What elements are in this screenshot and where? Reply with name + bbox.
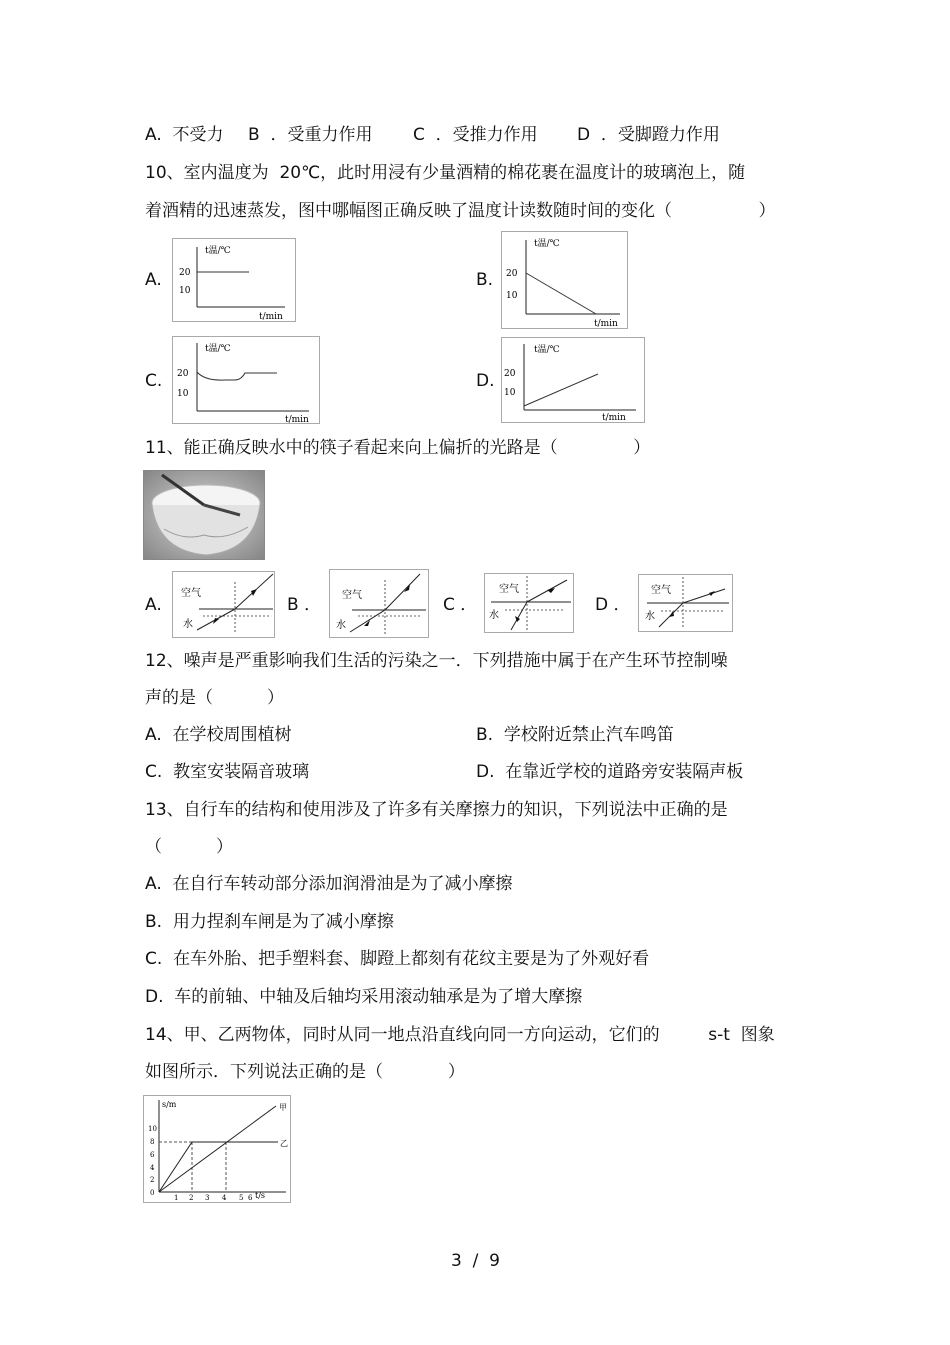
q13-stem-line1: 13、自行车的结构和使用涉及了许多有关摩擦力的知识，下列说法中正确的是 (145, 800, 728, 820)
q11-diagram-c (484, 573, 574, 633)
q10d-tick10: 10 (504, 388, 516, 398)
q11d-water: 水 (645, 611, 655, 622)
q14-xtick-2: 2 (189, 1194, 194, 1202)
q14-stem-line1: 14、甲、乙两物体，同时从同一地点沿直线向同一方向运动，它们的 s-t 图象 (145, 1025, 775, 1045)
q11c-water: 水 (489, 610, 499, 621)
q10b-curve (526, 273, 596, 314)
q12-option-c: C. 教室安装隔音玻璃 (145, 762, 310, 782)
q10c-xlabel: t/min (285, 415, 309, 423)
q9-option-a: A. 不受力 (145, 125, 224, 145)
q11a-air: 空气 (181, 588, 201, 599)
q10b-tick10: 10 (506, 291, 518, 301)
q11-diagram-d (638, 574, 733, 632)
page-number: 3 / 9 (451, 1251, 500, 1271)
q14-ylabel: s/m (162, 1100, 177, 1109)
q10-graph-d (501, 337, 645, 423)
q10d-xlabel: t/min (602, 413, 626, 422)
q14-st-graph (143, 1095, 291, 1203)
q13-stem-line2: （ ） (145, 837, 234, 857)
q12-option-a: A. 在学校周围植树 (145, 725, 292, 745)
q9-option-d: D ．受脚蹬力作用 (577, 125, 720, 145)
q11-diagram-a (172, 571, 275, 638)
q13-option-d: D. 车的前轴、中轴及后轴均采用滚动轴承是为了增大摩擦 (145, 987, 583, 1007)
q11b-water: 水 (336, 620, 346, 631)
q10-stem-line1: 10、室内温度为 20℃，此时用浸有少量酒精的棉花裹在温度计的玻璃泡上，随 (145, 163, 746, 183)
q10-graph-b (501, 231, 628, 329)
q13-option-c: C. 在车外胎、把手塑料套、脚蹬上都刻有花纹主要是为了外观好看 (145, 949, 650, 969)
q10a-ylabel: t温/℃ (205, 246, 231, 256)
q10-stem-line2: 着酒精的迅速蒸发，图中哪幅图正确反映了温度计读数随时间的变化（ ） (145, 201, 776, 221)
q10-option-a-label: A. (145, 270, 162, 290)
q14-ytick-2: 2 (150, 1176, 155, 1184)
q11-stem-line1: 11、能正确反映水中的筷子看起来向上偏折的光路是（ ） (145, 438, 651, 458)
q14-xtick-5: 5 (239, 1194, 244, 1202)
q14-label-jia: 甲 (279, 1103, 287, 1112)
q11d-air: 空气 (651, 585, 671, 596)
q10b-tick20: 20 (506, 269, 518, 279)
q10-option-d-label: D. (476, 371, 495, 391)
q11-option-b-label: B ． (287, 595, 322, 615)
q11-option-c-label: C ． (443, 595, 478, 615)
q11-option-a-label: A. (145, 595, 162, 615)
q12-option-d: D. 在靠近学校的道路旁安装隔声板 (476, 762, 744, 782)
q13-option-a: A. 在自行车转动部分添加润滑油是为了减小摩擦 (145, 874, 513, 894)
q11-option-d-label: D ． (595, 595, 631, 615)
q9-option-b: B ．受重力作用 (248, 125, 373, 145)
q14-ytick-8: 8 (150, 1138, 155, 1146)
q10a-xlabel: t/min (259, 312, 283, 321)
q10-graph-c (172, 336, 320, 424)
q10-graph-a (172, 238, 296, 322)
q14-xtick-6: 6 (248, 1194, 253, 1202)
q10b-xlabel: t/min (594, 319, 618, 328)
q14-ytick-4: 4 (150, 1164, 155, 1172)
q10-option-c-label: C. (145, 371, 163, 391)
q10d-curve (524, 374, 598, 406)
q14-line-yi-rise (159, 1142, 192, 1192)
q11a-water: 水 (183, 619, 193, 630)
q10c-tick20: 20 (177, 369, 189, 379)
q14-xlabel: t/s (255, 1191, 266, 1200)
q9-option-c: C ．受推力作用 (413, 125, 538, 145)
q10a-tick10: 10 (179, 286, 191, 296)
q10-option-b-label: B. (476, 270, 494, 290)
q14-xtick-4: 4 (222, 1194, 227, 1202)
q11c-air: 空气 (499, 584, 519, 595)
q10a-tick20: 20 (179, 268, 191, 278)
q14-ytick-6: 6 (150, 1151, 155, 1159)
q13-option-b: B. 用力捏刹车闸是为了减小摩擦 (145, 912, 394, 932)
q12-stem-line2: 声的是（ ） (145, 688, 285, 708)
q10b-ylabel: t温/℃ (534, 239, 560, 249)
q12-stem-line1: 12、噪声是严重影响我们生活的污染之一．下列措施中属于在产生环节控制噪 (145, 651, 728, 671)
q14-stem-line2: 如图所示．下列说法正确的是（ ） (145, 1062, 465, 1082)
q14-label-yi: 乙 (280, 1139, 288, 1148)
q14-ytick-0: 0 (150, 1189, 155, 1197)
q10c-tick10: 10 (177, 389, 189, 399)
q14-xtick-1: 1 (174, 1194, 179, 1202)
q14-ytick-10: 10 (148, 1125, 157, 1133)
q10d-ylabel: t温/℃ (534, 345, 560, 355)
q10c-ylabel: t温/℃ (205, 344, 231, 354)
q10d-tick20: 20 (504, 369, 516, 379)
q12-option-b: B. 学校附近禁止汽车鸣笛 (476, 725, 674, 745)
q11b-air: 空气 (342, 590, 362, 601)
q10c-curve (197, 372, 277, 380)
q14-line-jia (159, 1106, 276, 1192)
q14-xtick-3: 3 (205, 1194, 210, 1202)
q11-diagram-b (329, 569, 429, 638)
bowl-chopstick-photo (143, 470, 265, 560)
